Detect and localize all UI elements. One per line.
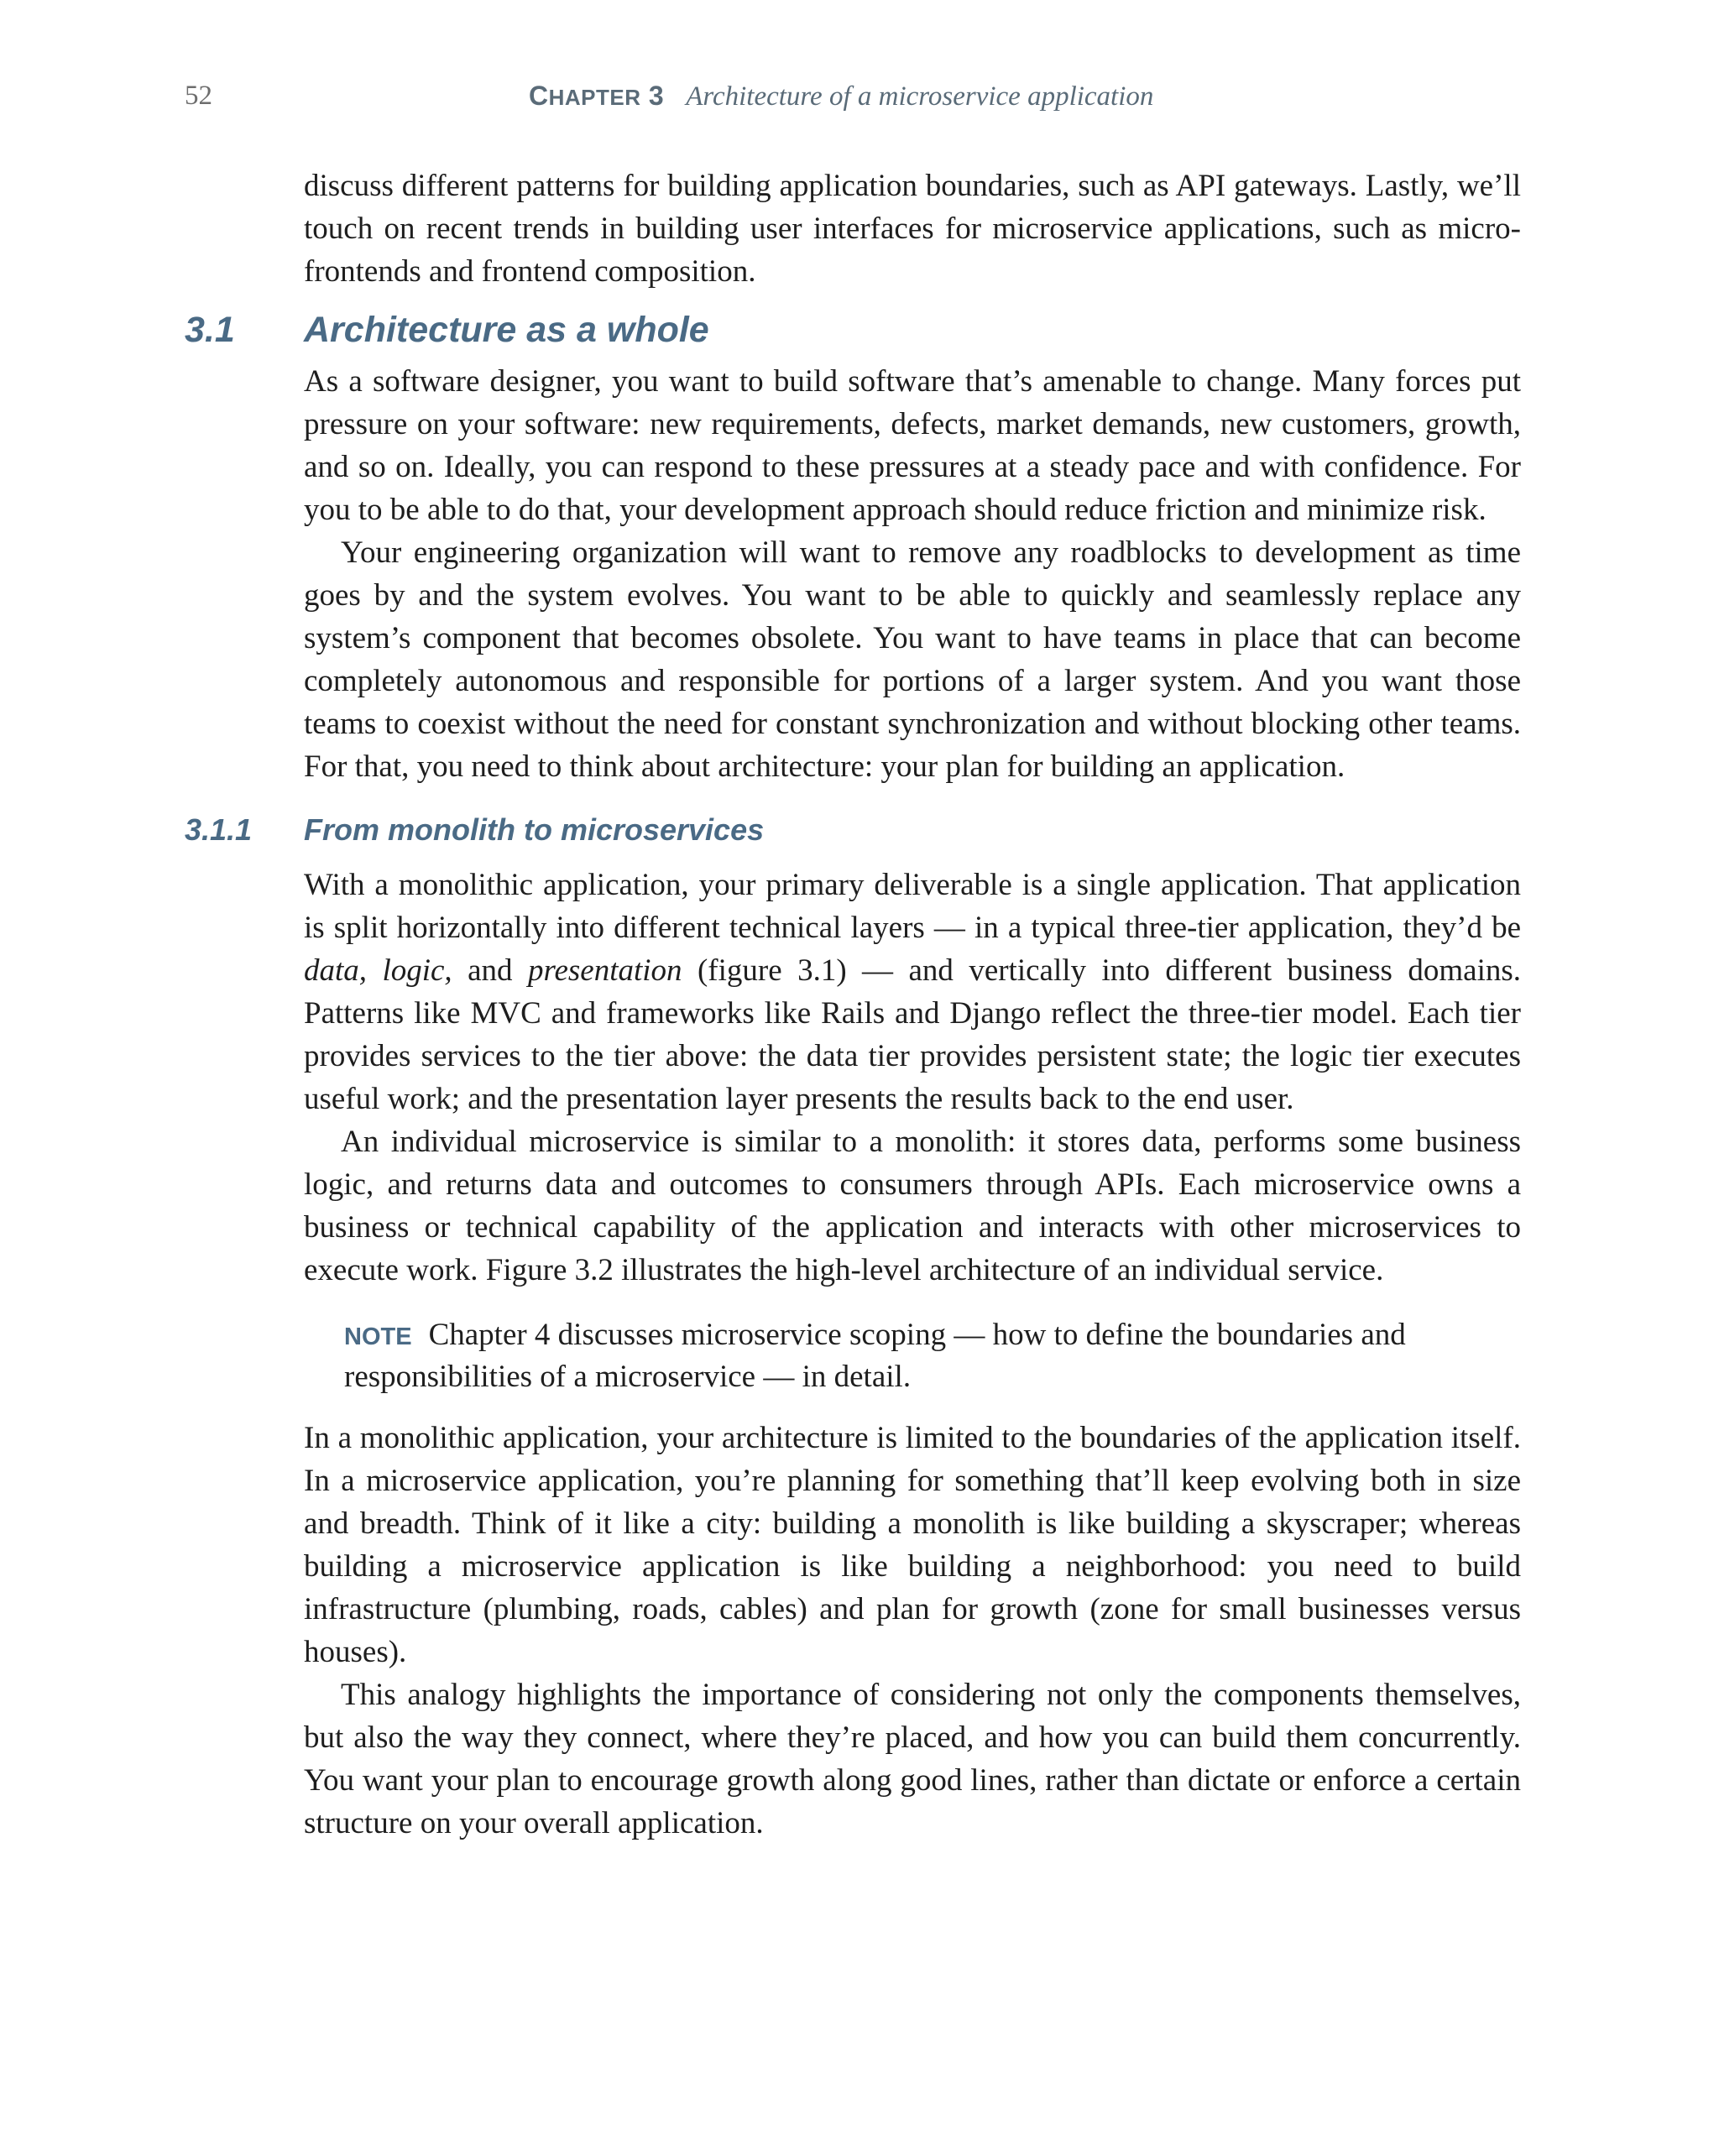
- body-paragraph: Your engineering organization will want to remove any roadblocks to development as time goes by and the system evolves. You want to be able to quickly and seamlessly replace any system’s component that becomes obsolete. You want to have teams in place that can become completely autonomous and responsible for portions of a larger system. And you want those teams to coexist without the need for constant synchronization and without blocking other teams. For that, you need to think about architecture: your plan for building an application.: [304, 535, 1521, 784]
- body-paragraph: As a software designer, you want to build software that’s amenable to change. Many forces put pressure on your software: new requirements, defects, market demands, new customers, growth, and so on. Ideally, you can respond to these pressures at a steady pace and with confidence. For you to be able to do that, your development approach should reduce friction and minimize risk.: [304, 364, 1521, 527]
- chapter-label: [529, 81, 664, 111]
- note-callout: [344, 1315, 1454, 1396]
- section-3-1: [185, 305, 1521, 788]
- body-paragraph: This analogy highlights the importance of considering not only the components themselves, but also the way they connect, where they’re placed, and how you can build them concurrently. You want your plan to encourage growth along good lines, rather than dictate or enforce a certain structure on your overall application.: [304, 1678, 1521, 1840]
- section-number: 3.1: [185, 310, 235, 350]
- section-heading: [185, 305, 1521, 355]
- running-head: [529, 81, 1153, 112]
- emphasis-text: data, logic,: [304, 953, 452, 988]
- note-text: Chapter 4 discusses microservice scoping — how to define the boundaries and responsibilities of a microservice — in detail.: [344, 1318, 1406, 1394]
- body-paragraph: [304, 864, 1521, 1120]
- subsection-title: From monolith to microservices: [304, 812, 765, 847]
- emphasis-text: presentation: [527, 953, 682, 988]
- running-header: [0, 81, 1719, 123]
- text-run: and: [452, 953, 528, 988]
- chapter-title: Architecture of a microservice application: [686, 81, 1154, 112]
- body-paragraph: In a monolithic application, your architecture is limited to the boundaries of the application itself. In a microservice application, you’re planning for something that’ll keep evolving both in size and breadth. Think of it like a city: building a monolith is like building a skyscraper; whereas building a microservice application is like building a neighborhood: you need to build infrastructure (plumbing, roads, cables) and plan for growth (zone for small businesses versus houses).: [304, 1421, 1521, 1669]
- subsection-number: 3.1.1: [185, 812, 253, 847]
- note-label: NOTE: [344, 1323, 412, 1350]
- section-3-1-1: [185, 807, 1521, 1845]
- page-body: [185, 164, 1521, 1845]
- chapter-label-smallcaps: HAPTER: [548, 85, 641, 110]
- text-run: (figure 3.1) — and vertically into different business domains. Patterns like MVC and frameworks like Rails and Django reflect the three-tier model. Each tier provides services to the tier above: the data tier provides persistent state; the logic tier executes useful work; and the presentation layer presents the results back to the end user.: [304, 953, 1521, 1116]
- body-paragraph: An individual microservice is similar to a monolith: it stores data, performs some business logic, and returns data and outcomes to consumers through APIs. Each microservice owns a business or technical capability of the application and interacts with other microservices to execute work. Figure 3.2 illustrates the high-level architecture of an individual service.: [304, 1125, 1521, 1287]
- page-number: 52: [185, 81, 212, 111]
- subsection-heading: [185, 807, 1521, 854]
- chapter-label-initial: C: [529, 81, 549, 111]
- intro-paragraph: discuss different patterns for building application boundaries, such as API gateways. Lastly, we’ll touch on recent trends in building user interfaces for microservice applications, such as micro-frontends and frontend composition.: [304, 169, 1521, 289]
- section-title: Architecture as a whole: [304, 310, 709, 350]
- text-run: With a monolithic application, your primary deliverable is a single application. That application is split horizontally into different technical layers — in a typical three-tier application, they’d be: [304, 868, 1521, 945]
- chapter-number: 3: [648, 81, 665, 111]
